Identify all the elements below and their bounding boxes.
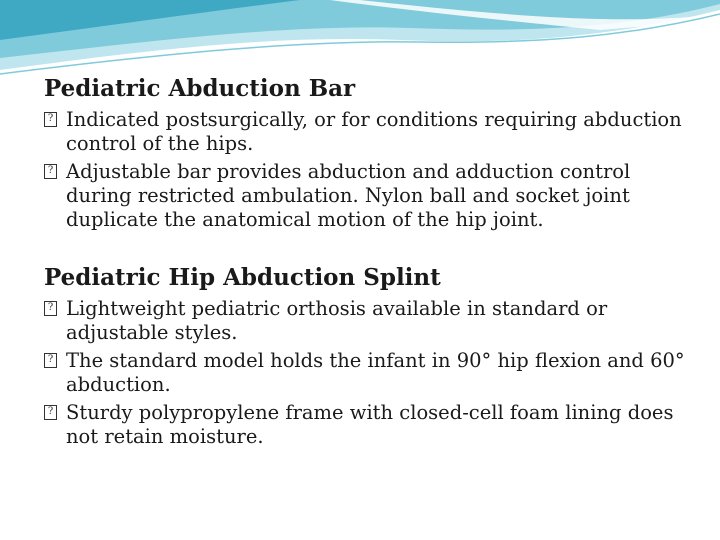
bullet-item [0, 401, 720, 449]
bullet-item [0, 160, 720, 232]
bullet-text: Sturdy polypropylene frame with closed-cell foam lining does not retain moisture. [66, 401, 674, 448]
abduction-bar-bullet-list [0, 108, 720, 236]
bullet-text: Lightweight pediatric orthosis available in standard or adjustable styles. [66, 297, 608, 344]
bullet-item [0, 108, 720, 156]
bullet-icon: ? [44, 112, 57, 127]
bullet-text: Adjustable bar provides abduction and adduction control during restricted ambulation. Nylon ball and socket joint duplicate the anatomical motion of the hip joint. [66, 160, 631, 231]
bullet-icon: ? [44, 405, 57, 420]
bullet-icon: ? [44, 353, 57, 368]
bullet-text: Indicated postsurgically, or for conditions requiring abduction control of the hips. [66, 108, 682, 155]
bullet-icon: ? [44, 301, 57, 316]
section-heading-abduction-bar: Pediatric Abduction Bar [44, 75, 356, 102]
bullet-item [0, 349, 720, 397]
hip-splint-bullet-list [0, 297, 720, 453]
bullet-text: The standard model holds the infant in 90° hip flexion and 60° abduction. [66, 349, 685, 396]
bullet-icon: ? [44, 164, 57, 179]
section-heading-hip-abduction-splint: Pediatric Hip Abduction Splint [44, 264, 441, 291]
bullet-item [0, 297, 720, 345]
